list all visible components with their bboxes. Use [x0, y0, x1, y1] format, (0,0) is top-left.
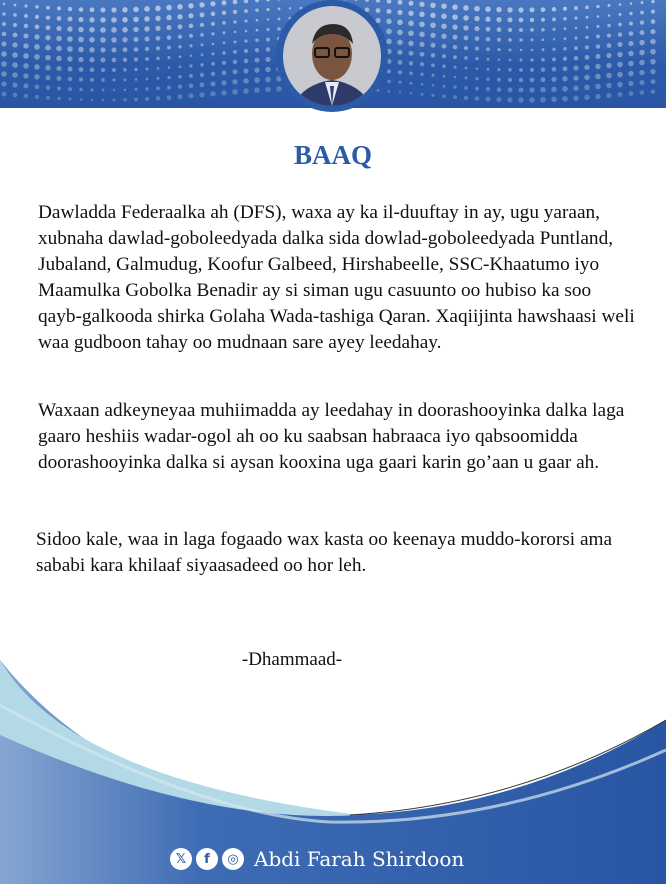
footer-bar: [170, 842, 464, 876]
paragraph-2: Waxaan adkeyneyaa muhiimadda ay leedahay in doorashooyinka dalka laga gaaro heshiis wadar-ogol ah oo ku saabsan habraaca iyo qabsoomidda doorashooyinka dalka si aysan kooxina uga gaari karin go’aan u gaar ah.: [38, 400, 625, 473]
portrait-frame: [276, 0, 388, 112]
instagram-icon[interactable]: ◎: [222, 848, 244, 870]
author-name: Abdi Farah Shirdoon: [254, 847, 465, 871]
paragraph-1: Dawladda Federaalka ah (DFS), waxa ay ka il-duuftay in ay, ugu yaraan, xubnaha dawlad-goboleedyada dalka sida dowlad-goboleedyada Puntland, Jubaland, Galmudug, Koofur Galbeed, Hirshabeelle, SSC-Khaatumo iyo Maamulka Gobolka Benadir ay si siman ugu casuunto oo hubiso ka soo qayb-galkooda shirka Golaha Wada-tashiga Qaran. Xaqiijinta hawshaasi weli waa gudboon tahay oo mudnaan sare ayey leedahay.: [38, 202, 635, 353]
facebook-icon[interactable]: f: [196, 848, 218, 870]
closing-text: -Dhammaad-: [241, 649, 343, 670]
x-icon[interactable]: 𝕏: [170, 848, 192, 870]
page-title: BAAQ: [293, 140, 372, 170]
portrait-photo: [283, 6, 381, 106]
paragraph-3: Sidoo kale, waa in laga fogaado wax kasta oo keenaya muddo-kororsi ama sababi kara khilaaf siyaasadeed oo hor leh.: [36, 529, 613, 576]
